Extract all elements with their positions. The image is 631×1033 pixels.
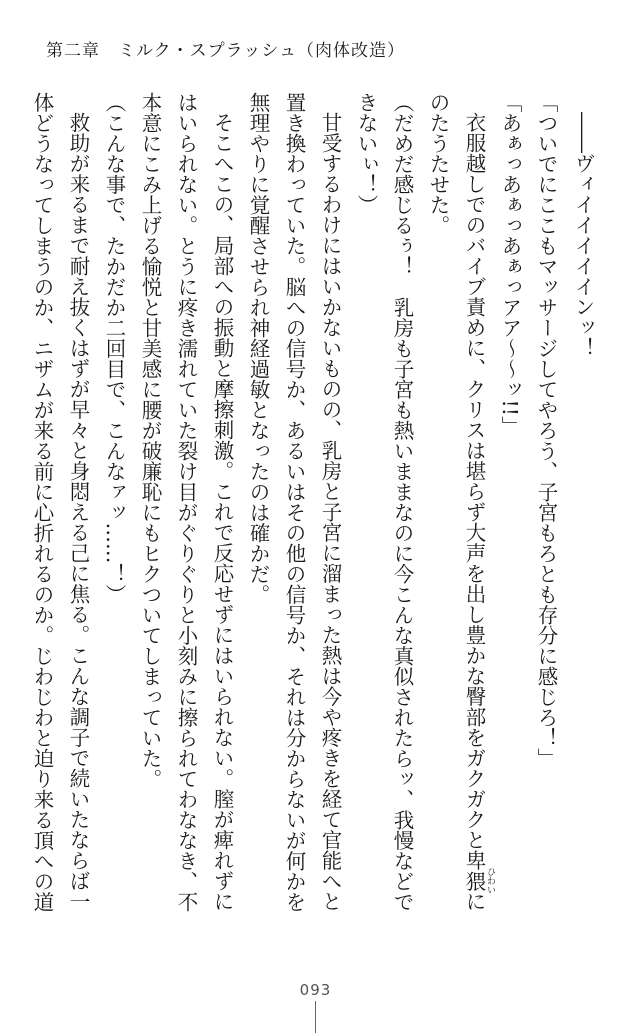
body-line-3: 「あぁっあぁっあぁっアア〜〜ッ!!」 — [498, 92, 522, 437]
body-line-9: 置き換わっていた。脳への信号か、あるいはその他の信号か、それは分からないが何かを — [282, 92, 306, 912]
body-line-8: 甘受するわけにはいかないものの、乳房と子宮に溜まった熱は今や疼きを経て官能へと — [318, 112, 342, 912]
body-line-7: きないぃ！） — [354, 92, 378, 215]
body-line-2: 「ついでにここもマッサージしてやろう、子宮もろとも存分に感じろ！」 — [534, 92, 558, 769]
body-line-4: 衣服越しでのバイブ責めに、クリスは堪らず大声を出し豊かな臀部をガクガクと卑猥 ひわいに — [462, 112, 495, 912]
body-line-13: 本意にこみ上げる愉悦と甘美感に腰が破廉恥にもヒクついてしまっていた。 — [138, 92, 162, 789]
body-line-15: 救助が来るまで耐え抜くはずが早々と身悶える己に焦る。こんな調子で続いたならば一 — [66, 112, 90, 912]
ruby-annotation: 猥 ひわい — [462, 867, 495, 895]
body-line-16: 体どうなってしまうのか、ニザムが来る前に心折れるのか。じわじわと迫り来る頂への道 — [30, 92, 54, 912]
body-line-14: （こんな事で、たかだか二回目で、こんなァッ……！） — [102, 92, 126, 605]
running-header-chapter-title: 第二章 ミルク・スプラッシュ（肉体改造） — [46, 41, 405, 61]
body-line-1: ――ヴィイイイイインッ！ — [571, 112, 595, 358]
ruby-reading: ひわい — [485, 867, 495, 895]
body-line-10: 無理やりに覚醒させられ神経過敏となったのは確かだ。 — [246, 92, 270, 605]
page-number: 093 — [299, 981, 332, 999]
page-number-rule — [315, 1001, 316, 1033]
body-line-11: そこへこの、局部への振動と摩擦刺激。これで反応せずにはいられない。膣が痺れずに — [210, 112, 234, 912]
body-line-12: はいられない。とうに疼き濡れていた裂け目がぐりぐりと小刻みに擦られてわななき、不 — [174, 92, 198, 912]
body-line-6: （だめだ感じるぅ！ 乳房も子宮も熱いままなのに今こんな真似されたらッ、我慢などで — [390, 92, 414, 912]
body-line-5: のたうたせた。 — [426, 92, 450, 236]
